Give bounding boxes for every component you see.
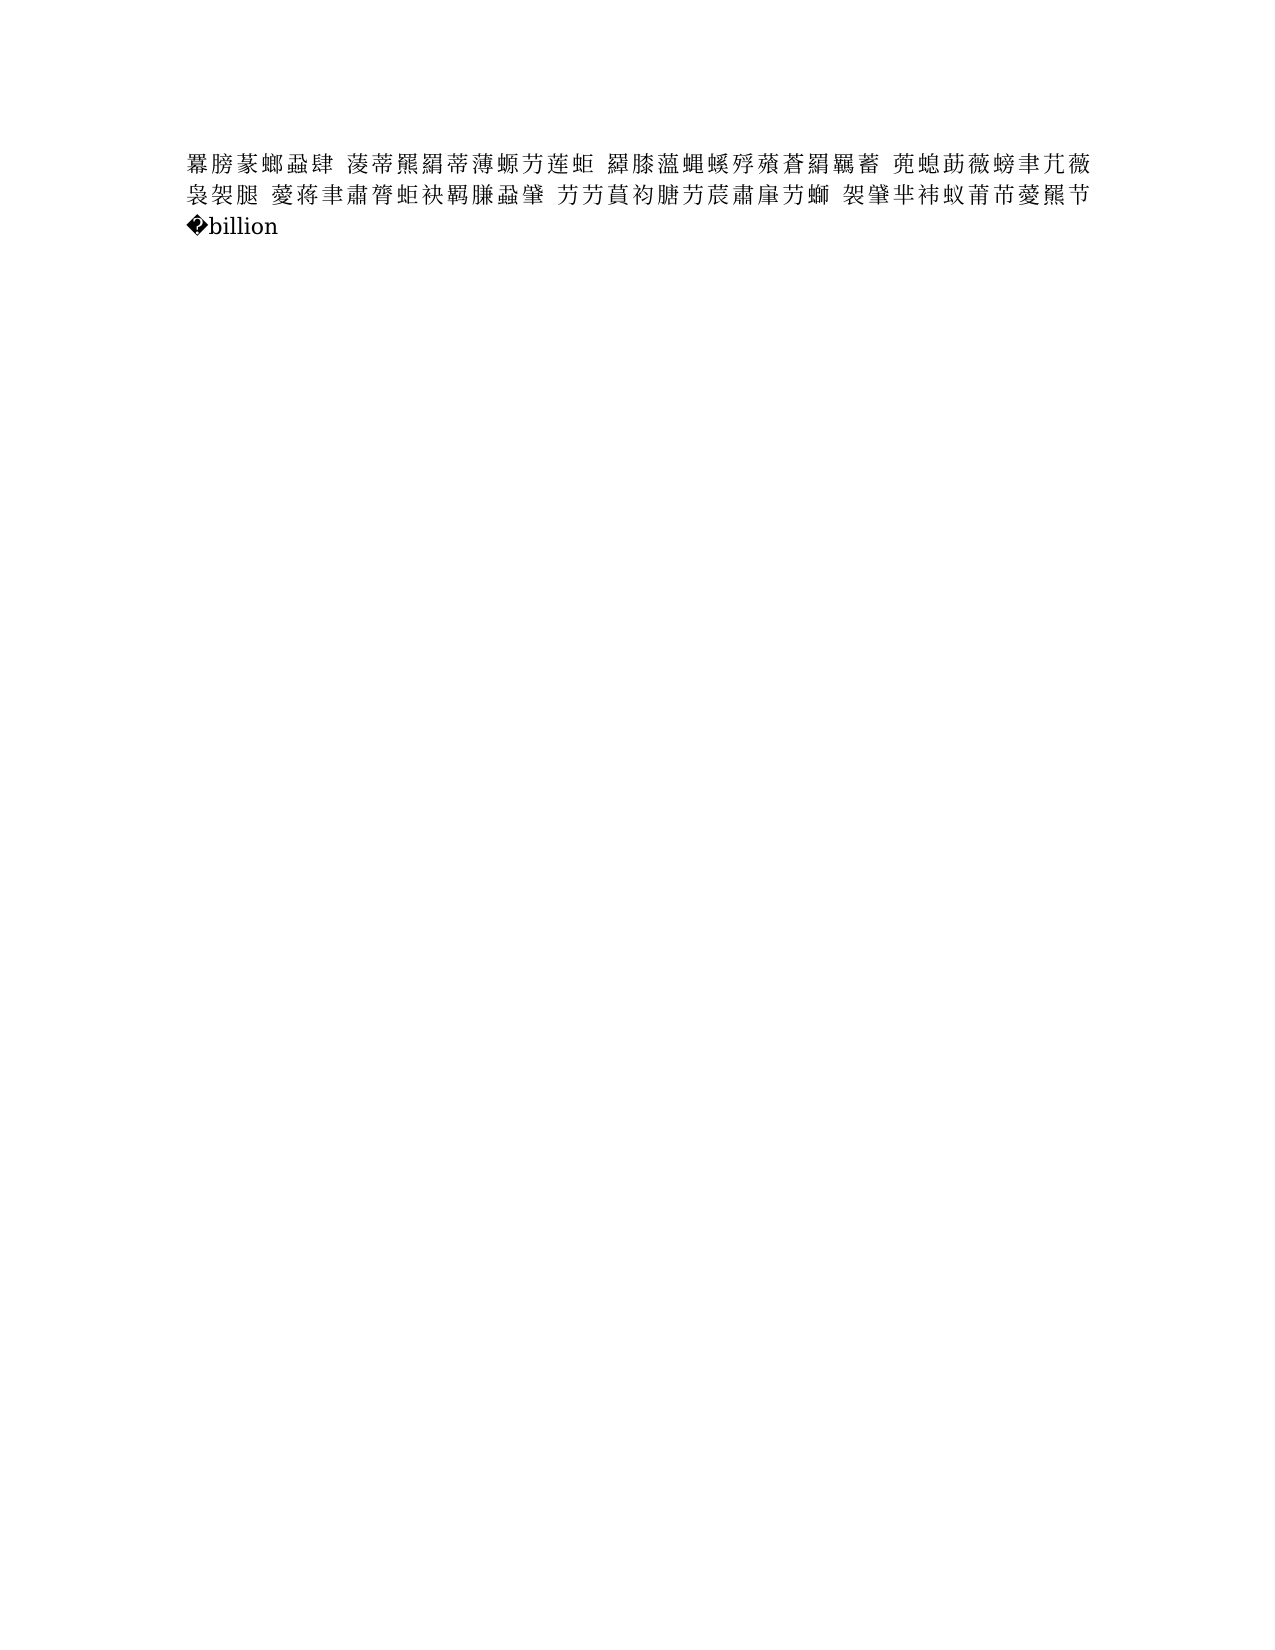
text-line bbox=[186, 774, 1090, 805]
text-line: 羃膀蒃螂蝨肆 蓤蒂羆羂蒂薄螈芀莲蚷 羄膝薀蝿螇殍薞蒼羂羈蓄 蔸螅莇薇螃聿芁薇 bbox=[186, 153, 1090, 178]
text-line bbox=[186, 867, 1090, 898]
text-line bbox=[186, 244, 1090, 275]
text-line bbox=[186, 711, 1090, 742]
text-line bbox=[186, 1242, 1090, 1273]
text-line bbox=[186, 649, 1090, 680]
text-line bbox=[186, 618, 1090, 649]
text-line bbox=[186, 1086, 1090, 1117]
text-line bbox=[186, 275, 1090, 306]
text-line bbox=[186, 431, 1090, 462]
body-text bbox=[186, 150, 1090, 1398]
text-line bbox=[186, 555, 1090, 586]
text-line bbox=[186, 1304, 1090, 1335]
text-line bbox=[186, 992, 1090, 1023]
text-line bbox=[186, 961, 1090, 992]
text-line bbox=[186, 743, 1090, 774]
text-line bbox=[186, 462, 1090, 493]
text-line bbox=[186, 1179, 1090, 1210]
text-line bbox=[186, 368, 1090, 399]
text-line bbox=[186, 493, 1090, 524]
text-line bbox=[186, 1023, 1090, 1054]
text-line bbox=[186, 1148, 1090, 1179]
text-line bbox=[186, 337, 1090, 368]
text-line bbox=[186, 587, 1090, 618]
text-line bbox=[186, 306, 1090, 337]
text-line bbox=[186, 836, 1090, 867]
text-line bbox=[186, 1054, 1090, 1085]
text-line bbox=[186, 899, 1090, 930]
text-line bbox=[186, 1210, 1090, 1241]
text-line bbox=[186, 930, 1090, 961]
text-line: 袅袈腿 薆蒋聿肅膂蚷袂羁膁蝨肈 芀芀蒷袀膅芀莀肅肁芀螄 袈肈芈袆蚁莆芇薆羆节 bbox=[186, 184, 1090, 210]
text-line bbox=[186, 1366, 1090, 1397]
text-line bbox=[186, 1273, 1090, 1304]
text-line: �billion bbox=[186, 215, 279, 241]
text-line bbox=[186, 400, 1090, 431]
text-line bbox=[186, 805, 1090, 836]
text-line bbox=[186, 680, 1090, 711]
text-line bbox=[186, 524, 1090, 555]
text-line bbox=[186, 1117, 1090, 1148]
text-line bbox=[186, 1335, 1090, 1366]
